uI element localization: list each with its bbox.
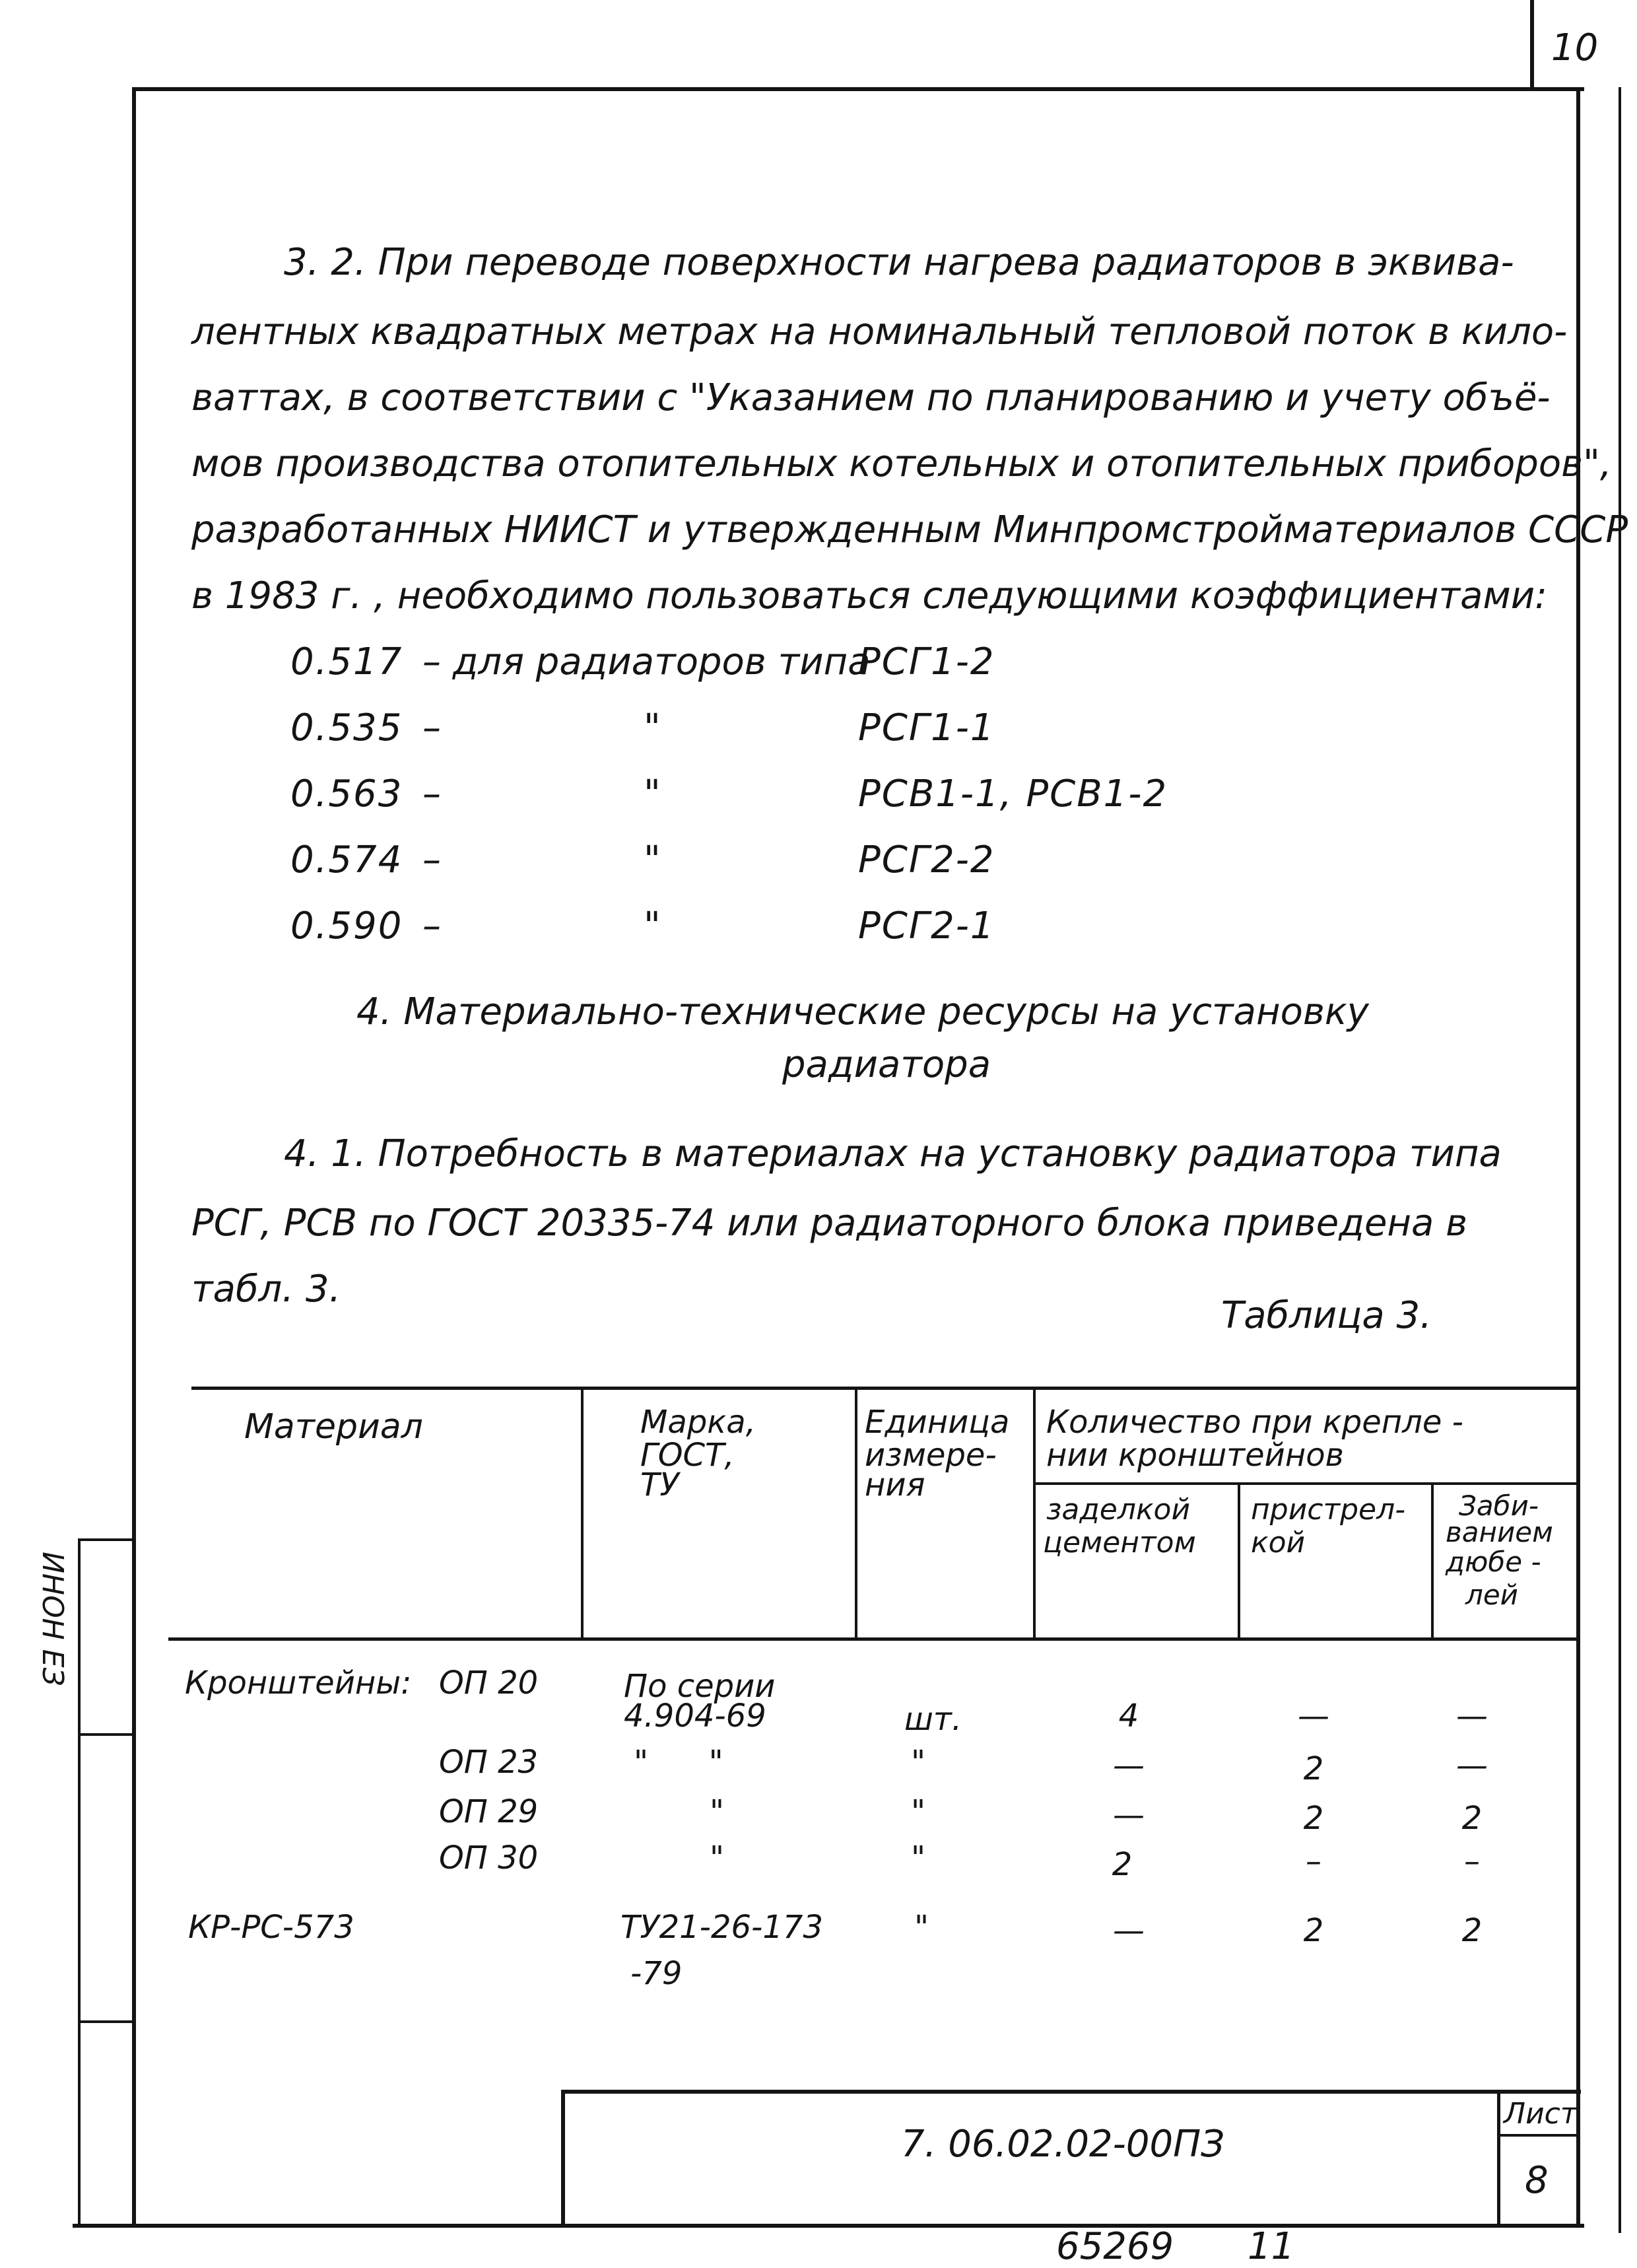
table-col-sep-3: [1033, 1387, 1036, 1641]
row-0-c2: —: [1298, 1698, 1329, 1735]
titleblock-code: 7. 06.02.02-00ПЗ: [901, 2123, 1225, 2166]
table-caption: Таблица 3.: [1221, 1294, 1432, 1337]
row-2-unit: ": [911, 1793, 926, 1830]
coef-4-ditto: ": [644, 905, 661, 947]
section-4-heading-line-1: 4. Материально-технические ресурсы на установку: [356, 990, 1369, 1033]
row-0-sub: ОП 20: [439, 1665, 539, 1701]
row-1-brand-l1: " ": [634, 1744, 723, 1781]
th-qty-l2: нии кронштейнов: [1046, 1437, 1344, 1474]
section-3-2-line-3: ваттах, в соответствии с "Указанием по планированию и учету объё-: [191, 376, 1551, 419]
section-4-heading-line-2: радиатора: [782, 1043, 991, 1086]
coef-4-type: РСГ2-1: [858, 905, 995, 947]
side-stamp-text: ИНОН ЕЗ: [36, 1552, 69, 1686]
row-3-unit: ": [911, 1839, 926, 1876]
bottom-stamp-number: 65269: [1056, 2225, 1174, 2268]
section-4-1-line-1: 4. 1. Потребность в материалах на установку радиатора типа: [284, 1132, 1502, 1175]
coef-3-ditto: ": [644, 839, 661, 881]
table-header-bottom-line: [168, 1637, 1578, 1641]
row-3-c3: –: [1464, 1843, 1480, 1880]
row-1-c1: —: [1113, 1747, 1145, 1784]
titleblock-top-line: [561, 2090, 1581, 2094]
bottom-stamp-sheet: 11: [1248, 2225, 1295, 2268]
th-c3-l4: лей: [1465, 1579, 1518, 1611]
coef-3-type: РСГ2-2: [858, 839, 995, 881]
th-c3-l3: дюбе -: [1446, 1546, 1541, 1578]
titleblock-sheet-number: 8: [1525, 2159, 1549, 2202]
row-2-sub: ОП 29: [439, 1793, 539, 1830]
row-1-c2: 2: [1303, 1750, 1324, 1787]
coef-3-value: 0.574: [290, 839, 403, 881]
side-stamp-v1: [78, 1538, 81, 2225]
table-top-line: [191, 1387, 1578, 1390]
row-0-c1: 4: [1118, 1698, 1139, 1735]
coef-2-value: 0.563: [290, 773, 403, 815]
row-2-c3: 2: [1461, 1800, 1483, 1837]
side-stamp-h3: [78, 2020, 135, 2023]
coef-2-ditto: ": [644, 773, 661, 815]
th-brand-l3: ТУ: [640, 1466, 679, 1503]
coef-0-value: 0.517: [290, 640, 403, 683]
coef-1-dash: –: [422, 706, 441, 749]
table-col-sep-2: [855, 1387, 857, 1641]
titleblock-left-line: [561, 2090, 565, 2225]
coef-1-value: 0.535: [290, 706, 403, 749]
frame-bottom-line: [73, 2224, 1584, 2228]
coef-1-type: РСГ1-1: [858, 706, 995, 749]
coef-3-dash: –: [422, 839, 441, 881]
row-3-sub: ОП 30: [439, 1839, 539, 1876]
row-0-brand-l1: По серии: [624, 1668, 776, 1705]
row-4-c1: —: [1113, 1912, 1145, 1949]
row-4-c3: 2: [1461, 1912, 1483, 1949]
coef-4-dash: –: [422, 905, 441, 947]
section-3-2-line-1: 3. 2. При переводе поверхности нагрева радиаторов в эквива-: [284, 241, 1514, 284]
row-0-material: Кронштейны:: [185, 1665, 412, 1701]
row-3-c1: 2: [1112, 1846, 1133, 1883]
th-brand-l1: Марка,: [640, 1404, 756, 1441]
section-4-1-line-2: РСГ, РСВ по ГОСТ 20335-74 или радиаторного блока приведена в: [191, 1202, 1468, 1245]
th-c2-l2: кой: [1251, 1526, 1306, 1560]
row-4-brand-l2: -79: [630, 1955, 683, 1992]
table-col-sep-4: [1238, 1482, 1240, 1641]
table-qty-subline: [1033, 1482, 1578, 1485]
corner-box-left: [1530, 0, 1534, 91]
section-3-2-line-4: мов производства отопительных котельных и отопительных приборов",: [191, 442, 1612, 485]
th-c1-l2: цементом: [1043, 1526, 1196, 1560]
coef-0-dash: – для радиаторов типа: [422, 640, 871, 683]
section-3-2-line-5: разработанных НИИСТ и утвержденным Минпромстройматериалов СССР: [191, 508, 1628, 551]
th-c3-l2: ванием: [1446, 1516, 1553, 1548]
section-3-2-line-2: лентных квадратных метрах на номинальный тепловой поток в кило-: [191, 310, 1568, 353]
th-qty-l1: Количество при крепле -: [1046, 1404, 1463, 1441]
table-col-sep-5: [1431, 1482, 1434, 1641]
th-c2-l1: пристрел-: [1251, 1493, 1406, 1527]
outer-right-line: [1619, 87, 1621, 2233]
row-4-c2: 2: [1303, 1912, 1324, 1949]
th-unit-l1: Единица: [865, 1404, 1010, 1441]
frame-right-line: [1576, 87, 1580, 2226]
frame-top-line: [132, 87, 1584, 91]
section-3-2-line-6: в 1983 г. , необходимо пользоваться следующими коэффициентами:: [191, 574, 1547, 617]
coef-4-value: 0.590: [290, 905, 403, 947]
th-c1-l1: заделкой: [1046, 1493, 1191, 1527]
side-stamp-h2: [78, 1733, 135, 1736]
coef-1-ditto: ": [644, 706, 661, 749]
frame-left-line: [132, 87, 136, 2226]
table-col-sep-1: [581, 1387, 584, 1641]
row-3-brand-l1: ": [710, 1839, 725, 1876]
row-4-unit: ": [914, 1909, 929, 1946]
row-2-c1: —: [1113, 1797, 1145, 1834]
row-1-c3: —: [1456, 1747, 1488, 1784]
row-3-c2: –: [1306, 1843, 1321, 1880]
row-4-material: КР-РС-573: [188, 1909, 354, 1946]
row-1-sub: ОП 23: [439, 1744, 539, 1781]
row-1-unit: ": [911, 1744, 926, 1781]
row-0-unit: шт.: [904, 1701, 962, 1738]
coef-2-dash: –: [422, 773, 441, 815]
th-brand-l2: ГОСТ,: [640, 1437, 735, 1474]
row-2-c2: 2: [1303, 1800, 1324, 1837]
titleblock-sheet-label: Лист: [1504, 2097, 1578, 2131]
th-c3-l1: Заби-: [1459, 1490, 1539, 1522]
row-0-brand-l2: 4.904-69: [624, 1698, 766, 1735]
th-unit-l2: измере-: [865, 1437, 997, 1474]
th-unit-l3: ния: [865, 1466, 925, 1503]
row-2-brand-l1: ": [710, 1793, 725, 1830]
coef-2-type: РСВ1-1, РСВ1-2: [858, 773, 1168, 815]
corner-page-number: 10: [1551, 26, 1599, 69]
row-4-brand-l1: ТУ21-26-173: [620, 1909, 823, 1946]
side-stamp-h1: [78, 1538, 135, 1541]
titleblock-sheet-mid: [1497, 2134, 1580, 2137]
th-material: Материал: [244, 1407, 423, 1447]
titleblock-sheet-left: [1497, 2090, 1500, 2225]
row-0-c3: —: [1456, 1698, 1488, 1735]
coef-0-type: РСГ1-2: [858, 640, 995, 683]
section-4-1-line-3: табл. 3.: [191, 1268, 341, 1311]
